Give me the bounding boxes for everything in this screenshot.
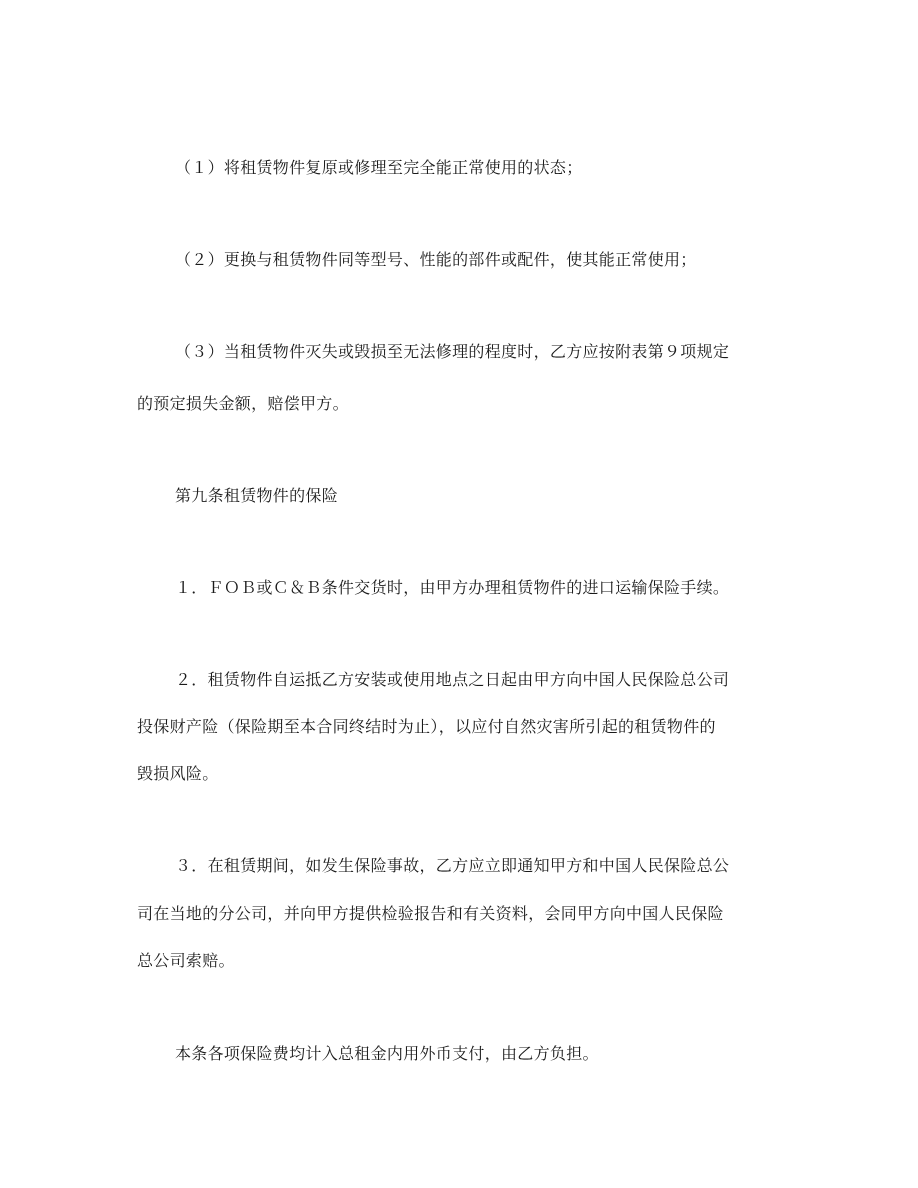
clause-3-line-1: ３．在租赁期间，如发生保险事故，乙方应立即通知甲方和中国人民保险总公 [175,856,730,875]
item-3-line-2: 的预定损失金额，赔偿甲方。 [137,394,349,413]
item-1-line-1: （１）将租赁物件复原或修理至完全能正常使用的状态； [175,158,583,177]
clause-3-line-2: 司在当地的分公司，并向甲方提供检验报告和有关资料，会同甲方向中国人民保险 [137,904,724,923]
closing-note: 本条各项保险费均计入总租金内用外币支付，由乙方负担。 [175,1044,599,1063]
clause-2-line-1: ２．租赁物件自运抵乙方安装或使用地点之日起由甲方向中国人民保险总公司 [175,670,730,689]
item-2-line-1: （２）更换与租赁物件同等型号、性能的部件或配件，使其能正常使用； [175,250,697,269]
clause-2-line-2: 投保财产险（保险期至本合同终结时为止），以应付自然灾害所引起的租赁物件的 [137,717,716,736]
article-9-title: 第九条租赁物件的保险 [175,486,339,505]
clause-1-line-1: １．ＦＯＢ或Ｃ＆Ｂ条件交货时，由甲方办理租赁物件的进口运输保险手续。 [175,578,730,597]
clause-2-line-3: 毁损风险。 [137,764,219,783]
clause-3-line-3: 总公司索赔。 [137,951,235,970]
item-3-line-1: （３）当租赁物件灭失或毁损至无法修理的程度时，乙方应按附表第９项规定 [175,342,730,361]
